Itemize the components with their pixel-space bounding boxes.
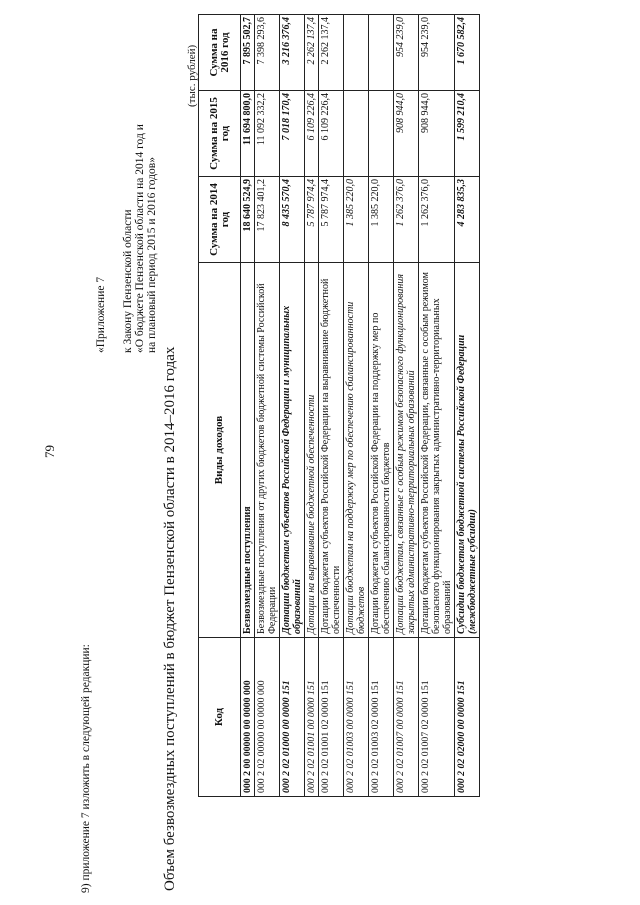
row-amount-2016: 2 262 137,4 [305, 15, 319, 91]
table-row [241, 15, 255, 797]
row-amount-2015: 6 109 226,4 [305, 91, 319, 177]
table-row [305, 15, 319, 797]
row-amount-2014: 1 385 220,0 [344, 177, 369, 263]
row-amount-2016: 954 239,0 [419, 15, 455, 91]
table-row [344, 15, 369, 797]
table-row [319, 15, 344, 797]
table-row [280, 15, 305, 797]
table-header-row [199, 15, 241, 797]
row-amount-2014: 17 823 401,2 [255, 177, 280, 263]
income-table [198, 14, 480, 797]
row-amount-2016: 3 216 376,4 [280, 15, 305, 91]
row-amount-2015 [369, 91, 394, 177]
row-code: 000 2 02 01003 00 0000 151 [344, 638, 369, 797]
row-amount-2015: 11 694 800,0 [241, 91, 255, 177]
header-name: Виды доходов [199, 263, 241, 638]
row-code: 000 2 02 01007 00 0000 151 [394, 638, 419, 797]
row-name: Безвозмездные поступления [241, 263, 255, 638]
table-row [255, 15, 280, 797]
row-amount-2016: 954 239,0 [394, 15, 419, 91]
row-amount-2014: 18 640 524,9 [241, 177, 255, 263]
row-name: Дотации бюджетам, связанные с особым режимом безопасного функционирования закрытых административно-территориальных образований [394, 263, 419, 638]
row-amount-2014: 1 385 220,0 [369, 177, 394, 263]
appendix-line-3: на плановый период 2015 и 2016 годов» [146, 157, 158, 353]
row-amount-2014: 1 262 376,0 [394, 177, 419, 263]
row-name: Дотации бюджетам субъектов Российской Федерации и муниципальных образований [280, 263, 305, 638]
header-2016: Сумма на 2016 год [199, 15, 241, 91]
row-amount-2016: 7 895 502,7 [241, 15, 255, 91]
row-amount-2014: 5 787 974,4 [319, 177, 344, 263]
appendix-line-2: «О бюджете Пензенской области на 2014 год и [134, 124, 146, 353]
row-amount-2014: 8 435 570,4 [280, 177, 305, 263]
intro-text: 9) приложение 7 изложить в следующей редакции: [80, 644, 92, 893]
row-code: 000 2 02 01001 00 0000 151 [305, 638, 319, 797]
table-row [455, 15, 480, 797]
row-amount-2016: 2 262 137,4 [319, 15, 344, 91]
row-code: 000 2 02 01007 02 0000 151 [419, 638, 455, 797]
row-name: Дотации бюджетам субъектов Российской Федерации, связанные с особым режимом безопасного функционирования закрытых административно-территориальных образований [419, 263, 455, 638]
row-name: Дотации на выравнивание бюджетной обеспеченности [305, 263, 319, 638]
row-code: 000 2 02 00000 00 0000 000 [255, 638, 280, 797]
row-amount-2015: 7 018 170,4 [280, 91, 305, 177]
row-amount-2014: 4 283 835,3 [455, 177, 480, 263]
row-code: 000 2 00 00000 00 0000 000 [241, 638, 255, 797]
row-name: Безвозмездные поступления от других бюджетов бюджетной системы Российской Федерации [255, 263, 280, 638]
row-amount-2015: 908 944,0 [394, 91, 419, 177]
appendix-line-1: к Закону Пензенской области [122, 209, 134, 353]
row-amount-2016 [369, 15, 394, 91]
row-amount-2016: 7 398 293,6 [255, 15, 280, 91]
table-row [369, 15, 394, 797]
row-code: 000 2 02 01001 02 0000 151 [319, 638, 344, 797]
row-amount-2014: 1 262 376,0 [419, 177, 455, 263]
row-amount-2016 [344, 15, 369, 91]
row-code: 000 2 02 02000 00 0000 151 [455, 638, 480, 797]
page-number: 79 [42, 445, 57, 458]
row-amount-2015: 1 599 210,4 [455, 91, 480, 177]
row-amount-2015: 11 092 332,2 [255, 91, 280, 177]
header-2014: Сумма на 2014 год [199, 177, 241, 263]
header-code: Код [199, 638, 241, 797]
row-amount-2015 [344, 91, 369, 177]
row-amount-2014: 5 787 974,4 [305, 177, 319, 263]
row-amount-2016: 1 670 582,4 [455, 15, 480, 91]
row-amount-2015: 908 944,0 [419, 91, 455, 177]
row-code: 000 2 02 01003 02 0000 151 [369, 638, 394, 797]
appendix-label: «Приложение 7 [95, 276, 107, 353]
row-name: Субсидии бюджетам бюджетной системы Российской Федерации (межбюджетные субсидии) [455, 263, 480, 638]
row-name: Дотации бюджетам субъектов Российской Федерации на поддержку мер по обеспечению сбалансированности бюджетов [369, 263, 394, 638]
row-name: Дотации бюджетам на поддержку мер по обеспечению сбалансированности бюджетов [344, 263, 369, 638]
row-code: 000 2 02 01000 00 0000 151 [280, 638, 305, 797]
row-amount-2015: 6 109 226,4 [319, 91, 344, 177]
table-title: Объем безвозмездных поступлений в бюджет Пензенской области в 2014–2016 годах [162, 346, 178, 891]
table-row [419, 15, 455, 797]
header-2015: Сумма на 2015 год [199, 91, 241, 177]
units-label: (тыс. рублей) [186, 44, 198, 107]
row-name: Дотации бюджетам субъектов Российской Федерации на выравнивание бюджетной обеспеченности [319, 263, 344, 638]
table-row [394, 15, 419, 797]
